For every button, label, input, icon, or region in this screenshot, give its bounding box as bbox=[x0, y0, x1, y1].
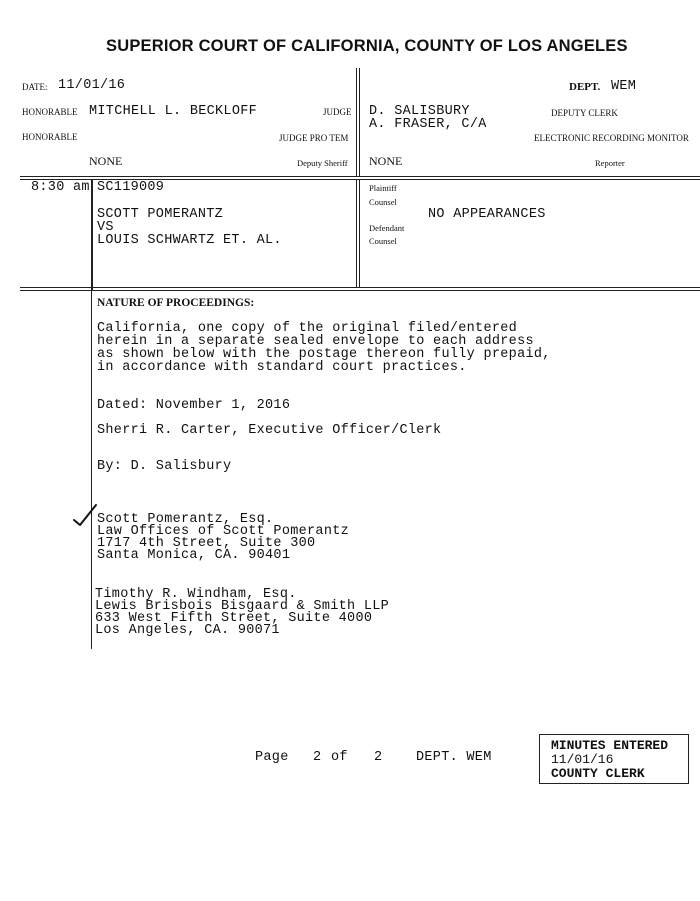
recipient-name: Timothy R. Windham, Esq. bbox=[95, 587, 297, 602]
header-divider-left bbox=[356, 68, 357, 176]
header-rule-top bbox=[20, 176, 700, 177]
case-counsel-divider-right bbox=[359, 180, 360, 287]
honorable-label-judge: HONORABLE bbox=[22, 107, 78, 117]
reporter-label: Reporter bbox=[595, 158, 625, 168]
proceedings-line: California, one copy of the original filed/entered bbox=[97, 321, 518, 336]
stamp-line-2: 11/01/16 bbox=[551, 752, 614, 767]
recipient-name: Scott Pomerantz, Esq. bbox=[97, 512, 274, 527]
court-title: SUPERIOR COURT OF CALIFORNIA, COUNTY OF LOS ANGELES bbox=[106, 37, 628, 55]
proceedings-heading: NATURE OF PROCEEDINGS: bbox=[97, 297, 255, 309]
recipient-street: 1717 4th Street, Suite 300 bbox=[97, 536, 316, 551]
date-label: DATE: bbox=[22, 82, 48, 92]
case-time-divider bbox=[91, 180, 93, 290]
sheriff-label: Deputy Sheriff bbox=[297, 158, 348, 168]
sheriff-value: NONE bbox=[89, 154, 123, 168]
dept-label: DEPT. bbox=[569, 81, 601, 93]
judge-pro-tem-label: JUDGE PRO TEM bbox=[279, 133, 349, 143]
stamp-line-3: COUNTY CLERK bbox=[551, 766, 645, 781]
defendant-counsel-label-2: Counsel bbox=[369, 236, 397, 246]
minutes-entered-stamp bbox=[539, 734, 689, 784]
reporter-value: NONE bbox=[369, 154, 403, 168]
page-current: 2 bbox=[313, 750, 322, 765]
proceedings-line: as shown below with the postage thereon fully prepaid, bbox=[97, 347, 551, 362]
recipient-firm: Lewis Brisbois Bisgaard & Smith LLP bbox=[95, 599, 390, 614]
proceedings-line: in accordance with standard court practices. bbox=[97, 360, 467, 375]
footer-dept: DEPT. WEM bbox=[416, 750, 492, 765]
judge-name: MITCHELL L. BECKLOFF bbox=[89, 104, 258, 119]
defendant-counsel-label: Defendant bbox=[369, 223, 405, 233]
by-line: By: D. Salisbury bbox=[97, 459, 232, 474]
recipient-firm: Law Offices of Scott Pomerantz bbox=[97, 524, 350, 539]
plaintiff-name: SCOTT POMERANTZ bbox=[97, 207, 224, 222]
judge-label: JUDGE bbox=[323, 107, 352, 117]
case-rule-bottom bbox=[20, 290, 700, 291]
deputy-clerk-name-2: A. FRASER, C/A bbox=[369, 117, 487, 132]
page-total: 2 bbox=[374, 750, 383, 765]
case-rule-top bbox=[20, 287, 700, 288]
dated-line: Dated: November 1, 2016 bbox=[97, 398, 291, 413]
case-counsel-divider-left bbox=[356, 180, 357, 287]
officer-line: Sherri R. Carter, Executive Officer/Clerk bbox=[97, 423, 442, 438]
recipient-city: Los Angeles, CA. 90071 bbox=[95, 623, 280, 638]
erm-label: ELECTRONIC RECORDING MONITOR bbox=[534, 133, 689, 143]
honorable-label-pro-tem: HONORABLE bbox=[22, 132, 78, 142]
defendant-name: LOUIS SCHWARTZ ET. AL. bbox=[97, 233, 282, 248]
plaintiff-counsel-label: Plaintiff bbox=[369, 183, 397, 193]
deputy-clerk-name-1: D. SALISBURY bbox=[369, 104, 470, 119]
page-of: of bbox=[331, 750, 348, 765]
recipient-street: 633 West Fifth Street, Suite 4000 bbox=[95, 611, 373, 626]
checkmark-icon bbox=[72, 502, 98, 528]
stamp-line-1: MINUTES ENTERED bbox=[551, 738, 669, 753]
deputy-clerk-label: DEPUTY CLERK bbox=[551, 108, 618, 118]
versus: VS bbox=[97, 220, 114, 235]
proceedings-line: herein in a separate sealed envelope to each address bbox=[97, 334, 534, 349]
page-label: Page bbox=[255, 750, 289, 765]
recipient-city: Santa Monica, CA. 90401 bbox=[97, 548, 291, 563]
case-number: SC119009 bbox=[97, 180, 165, 195]
date-value: 11/01/16 bbox=[58, 78, 126, 93]
plaintiff-counsel-label-2: Counsel bbox=[369, 197, 397, 207]
appearances: NO APPEARANCES bbox=[428, 207, 546, 222]
hearing-time: 8:30 am bbox=[31, 180, 90, 195]
header-divider-right bbox=[359, 68, 360, 176]
proceedings-left-rule bbox=[91, 291, 92, 649]
dept-value: WEM bbox=[611, 79, 637, 94]
